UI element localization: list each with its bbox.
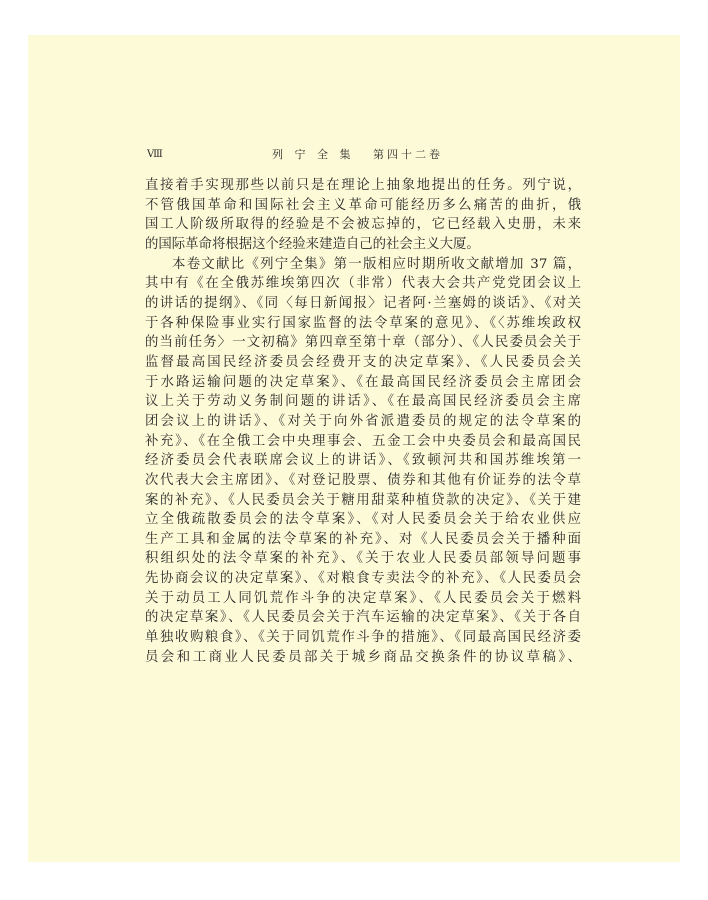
text-line: 经济委员会代表联席会议上的讲话》、《致顿河共和国苏维埃第一 [145,453,581,469]
text-line: 关于动员工人同饥荒作斗争的决定草案》、《人民委员会关于燃料 [145,590,581,606]
text-line: 团会议上的讲话》、《对关于向外省派遣委员的规定的法令草案的 [145,413,581,429]
text-line: 国工人阶级所取得的经验是不会被忘掉的，它已经载入史册，未来 [145,217,581,233]
text-line: 员会和工商业人民委员部关于城乡商品交换条件的协议草稿》、 [145,649,581,665]
text-line: 的讲话的提纲》、《同〈每日新闻报〉记者阿·兰塞姆的谈话》、《对关 [145,295,581,311]
text-line: 单独收购粮食》、《关于同饥荒作斗争的措施》、《同最高国民经济委 [145,630,581,646]
text-line: 于各种保险事业实行国家监督的法令草案的意见》、《〈苏维埃政权 [145,315,581,331]
text-line: 本卷文献比《列宁全集》第一版相应时期所收文献增加 37 篇， [172,256,581,272]
volume-label: 第四十二卷 [373,148,443,161]
text-line: 补充》、《在全俄工会中央理事会、五金工会中央委员会和最高国民 [145,433,581,449]
text-line: 直接着手实现那些以前只是在理论上抽象地提出的任务。列宁说， [145,178,581,193]
text-line: 积组织处的法令草案的补充》、《关于农业人民委员部领导问题事 [145,551,581,567]
paragraph-1 [145,176,581,255]
text-line: 的当前任务〉一文初稿》第四章至第十章（部分）、《人民委员会关于 [145,335,581,351]
text-line: 的决定草案》、《人民委员会关于汽车运输的决定草案》、《关于各自 [145,610,581,626]
text-line: 案的补充》、《人民委员会关于糖用甜菜种植贷款的决定》、《关于建 [145,492,581,508]
text-line: 于水路运输问题的决定草案》、《在最高国民经济委员会主席团会 [145,374,581,390]
page-number: Ⅷ [147,149,163,160]
text-line: 其中有《在全俄苏维埃第四次（非常）代表大会共产党党团会议上 [145,276,581,292]
text-line: 立全俄疏散委员会的法令草案》、《对人民委员会关于给农业供应 [145,512,581,528]
text-line: 次代表大会主席团》、《对登记股票、债券和其他有价证券的法令草 [145,472,581,488]
text-line: 先协商会议的决定草案》、《对粮食专卖法令的补充》、《人民委员会 [145,571,581,587]
text-line: 生产工具和金属的法令草案的补充》、对《人民委员会关于播种面 [145,531,581,547]
body-text [145,176,581,667]
running-title: 列 宁 全 集 [272,148,355,161]
text-line: 监督最高国民经济委员会经费开支的决定草案》、《人民委员会关 [145,354,581,370]
paragraph-2 [145,255,581,668]
text-line: 的国际革命将根据这个经验来建造自己的社会主义大厦。 [145,236,480,252]
text-line: 不管俄国革命和国际社会主义革命可能经历多么痛苦的曲折，俄 [145,197,581,213]
text-line: 议上关于劳动义务制问题的讲话》、《在最高国民经济委员会主席 [145,394,581,410]
